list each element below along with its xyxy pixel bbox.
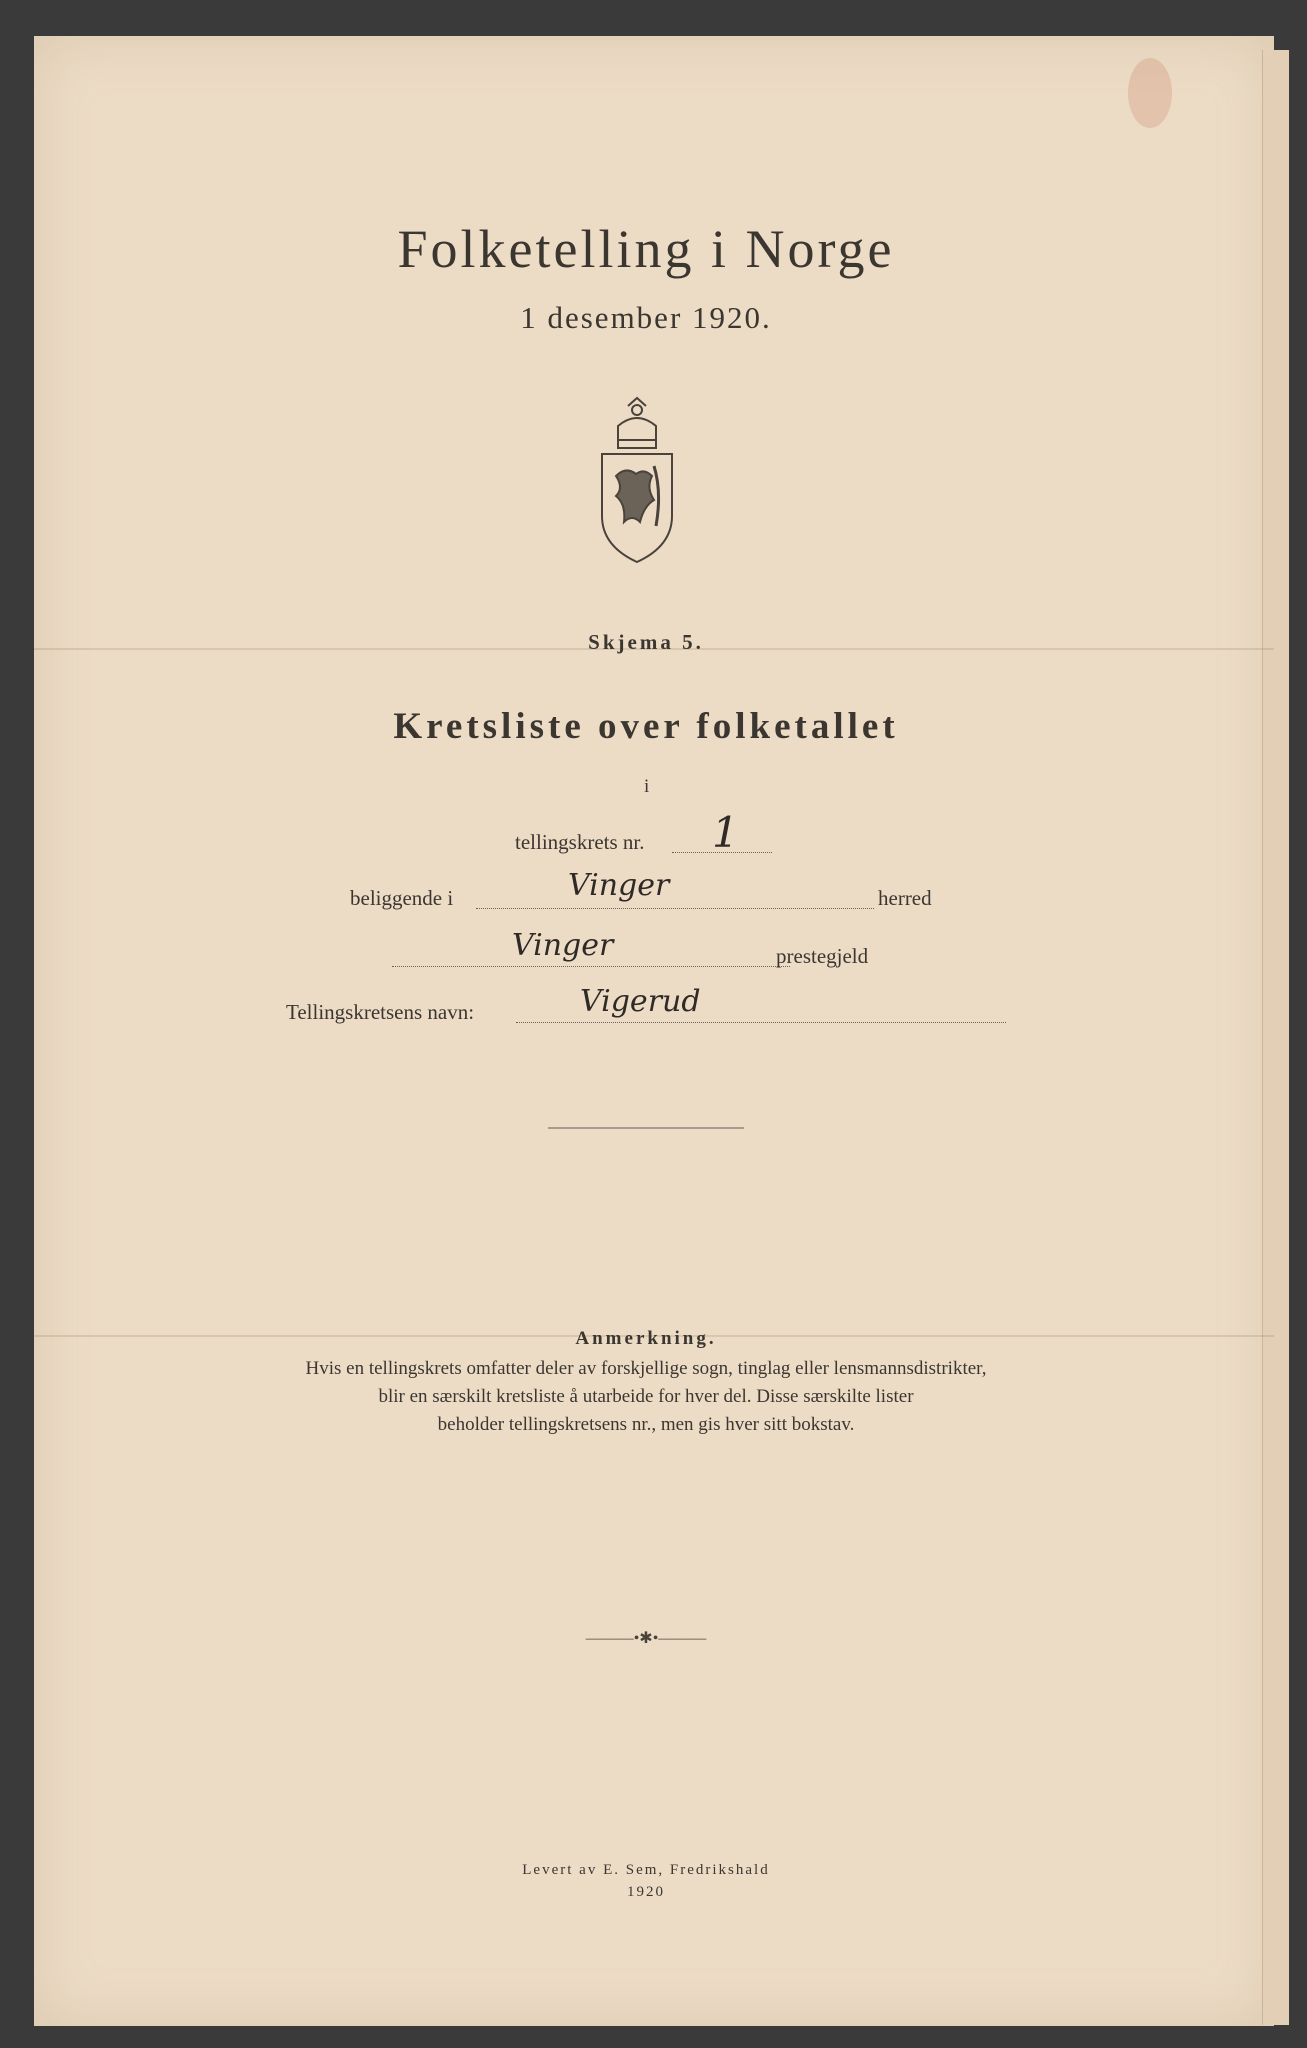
note-heading: Anmerkning. [575,1328,717,1349]
note-line-3: beholder tellingskretsens nr., men gis hver sitt bokstav. [437,1414,855,1435]
separator-line [548,1127,744,1129]
document-title: Folketelling i Norge [397,219,895,279]
navn-line [516,1022,1006,1023]
norway-coat-of-arms-icon [596,396,678,564]
beliggende-line [476,908,874,909]
navn-value: Vigerud [580,984,701,1019]
schema-label: Skjema 5. [588,630,704,654]
beliggende-value: Vinger [568,868,670,903]
page-edge [1262,50,1289,2025]
navn-label: Tellingskretsens navn: [286,1000,475,1024]
prestegjeld-label: prestegjeld [776,944,869,968]
krets-value: 1 [712,808,739,857]
prestegjeld-value: Vinger [512,928,614,963]
document-date: 1 desember 1920. [520,300,772,335]
printer-year: 1920 [627,1884,665,1900]
preposition-i: i [644,776,650,797]
stain [1128,58,1172,128]
ornament-divider: ———•✱•——— [585,1630,707,1647]
form-heading: Kretsliste over folketallet [393,706,899,747]
herred-label: herred [878,886,932,910]
note-line-1: Hvis en tellingskrets omfatter deler av forskjellige sogn, tinglag eller lensmannsdistrikter, [305,1358,987,1379]
krets-label: tellingskrets nr. [515,830,645,854]
printer-credit: Levert av E. Sem, Fredrikshald [522,1862,770,1878]
prestegjeld-line [392,966,790,967]
beliggende-label: beliggende i [350,886,454,910]
note-line-2: blir en særskilt kretsliste å utarbeide for hver del. Disse særskilte lister [378,1386,914,1407]
